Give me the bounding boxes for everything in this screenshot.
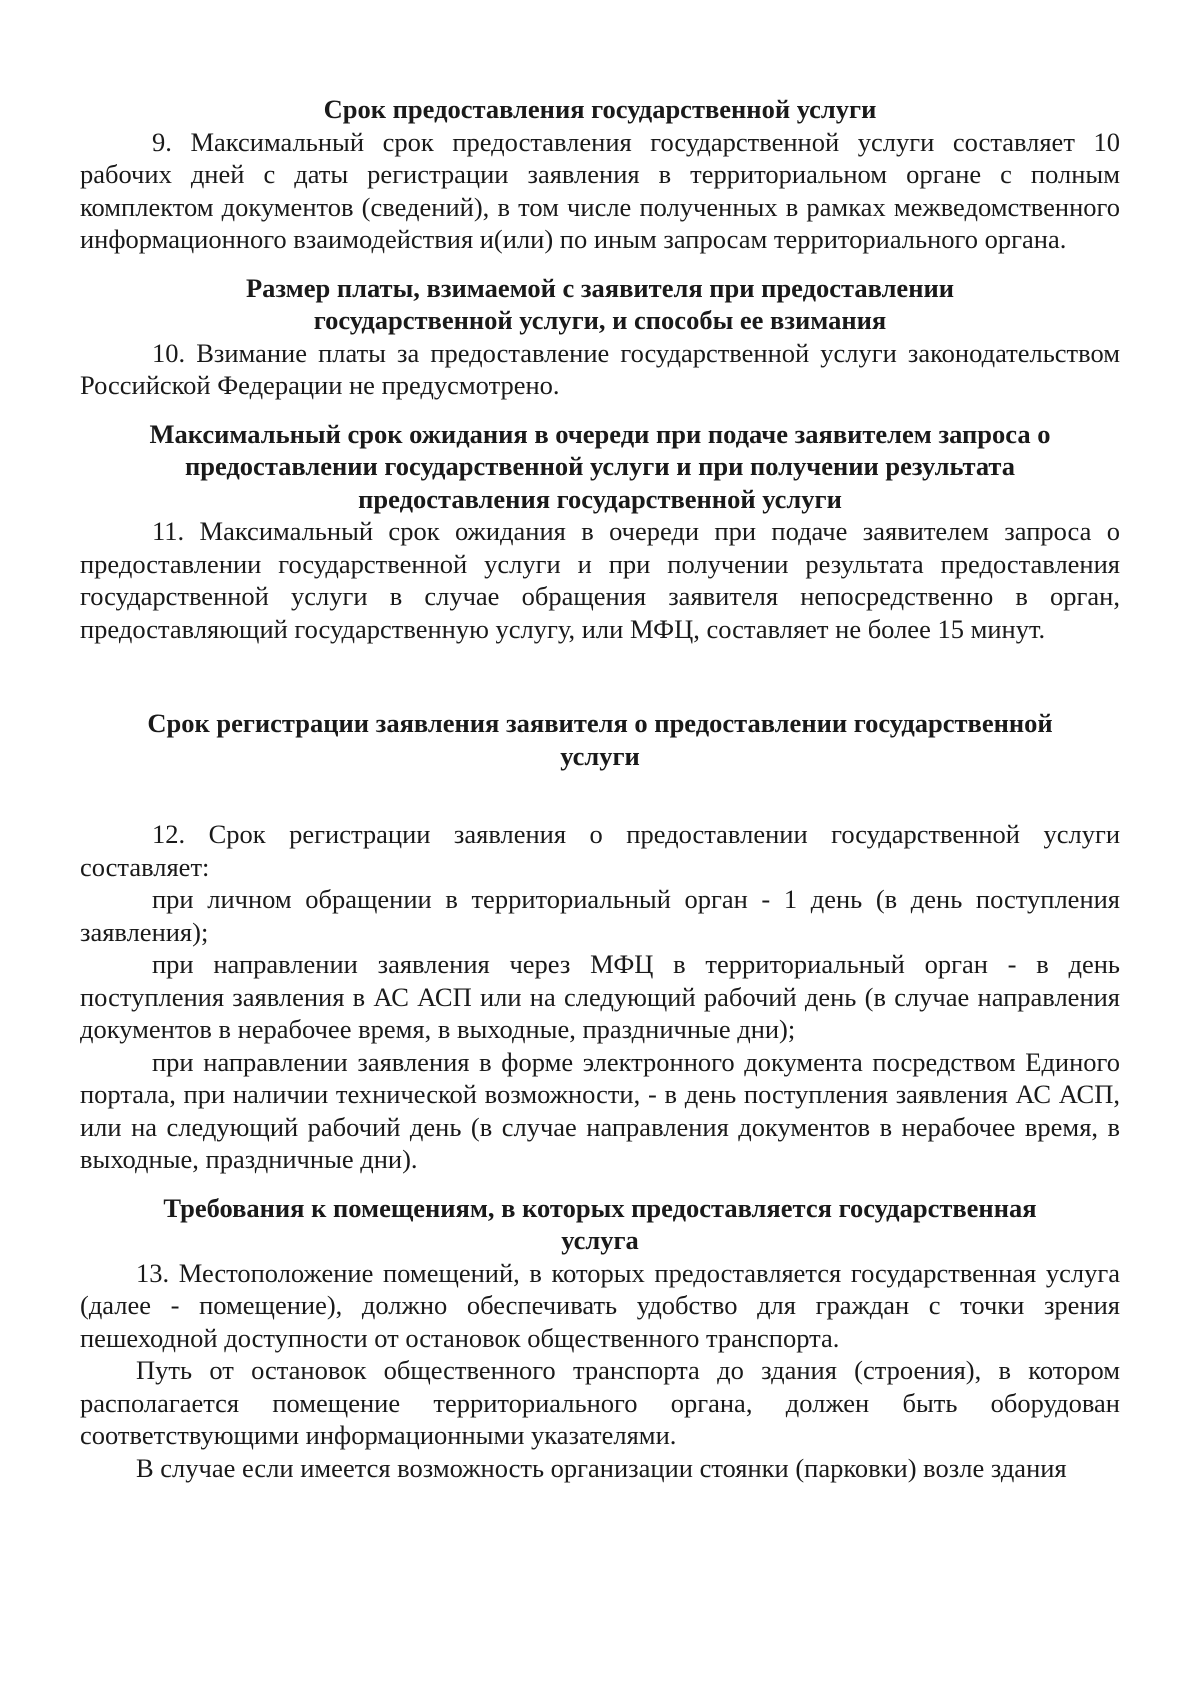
heading-line: услуга: [561, 1225, 639, 1255]
heading-line: Срок регистрации заявления заявителя о предоставлении государственной: [147, 708, 1053, 738]
document-page: [80, 93, 1120, 1484]
heading-line: Размер платы, взимаемой с заявителя при предоставлении: [245, 272, 955, 303]
heading-line: государственной услуги, и способы ее взимания: [313, 305, 887, 335]
paragraph: 9. Максимальный срок предоставления государственной услуги составляет 10 рабочих дней с даты регистрации заявления в территориальном органе с полным комплектом документов (сведений), в том числе полученных в рамках межведомственного информационного взаимодействия и(или) по иным запросам территориального органа.: [80, 126, 1120, 254]
heading-line: Требования к помещениям, в которых предоставляется государственная: [163, 1192, 1037, 1223]
section-heading: [80, 272, 1120, 337]
paragraph: 11. Максимальный срок ожидания в очереди при подаче заявителем запроса о предоставлении государственной услуги и при получении результата предоставления государственной услуги в случае обращения заявителя непосредственно в орган, предоставляющий государственную услугу, или МФЦ, составляет не более 15 минут.: [80, 516, 1120, 644]
paragraph: при направлении заявления через МФЦ в территориальный орган - в день поступления заявления в АС АСП или на следующий рабочий день (в случае направления документов в нерабочее время, в выходные, праздничные дни);: [80, 949, 1120, 1044]
heading-line: предоставления государственной услуги: [358, 483, 842, 514]
section-heading: [80, 1192, 1120, 1257]
paragraph: 13. Местоположение помещений, в которых предоставляется государственная услуга (далее - помещение), должно обеспечивать удобство для граждан с точки зрения пешеходной доступности от остановок общественного транспорта.: [80, 1257, 1120, 1353]
paragraph: В случае если имеется возможность организации стоянки (парковки) возле здания: [136, 1452, 1067, 1483]
paragraph: Путь от остановок общественного транспорта до здания (строения), в котором располагается помещение территориального органа, должен быть оборудован соответствующими информационными указателями.: [80, 1355, 1120, 1450]
paragraph: 10. Взимание платы за предоставление государственной услуги законодательством Российской Федерации не предусмотрено.: [80, 337, 1120, 400]
section-heading: Срок предоставления государственной услуги: [323, 94, 877, 124]
paragraph: 12. Срок регистрации заявления о предоставлении государственной услуги составляет:: [80, 819, 1120, 882]
paragraph: при личном обращении в территориальный орган - 1 день (в день поступления заявления);: [80, 884, 1120, 947]
heading-line: предоставлении государственной услуги и при получении результата: [184, 451, 1015, 481]
heading-line: Максимальный срок ожидания в очереди при подаче заявителем запроса о: [149, 418, 1051, 449]
heading-line: услуги: [560, 740, 640, 771]
paragraph: при направлении заявления в форме электронного документа посредством Единого портала, при наличии технической возможности, - в день поступления заявления АС АСП, или на следующий рабочий день (в случае направления документов в нерабочее время, в выходные, праздничные дни).: [80, 1046, 1120, 1174]
section-heading: [80, 707, 1120, 772]
section-heading: [80, 418, 1120, 516]
